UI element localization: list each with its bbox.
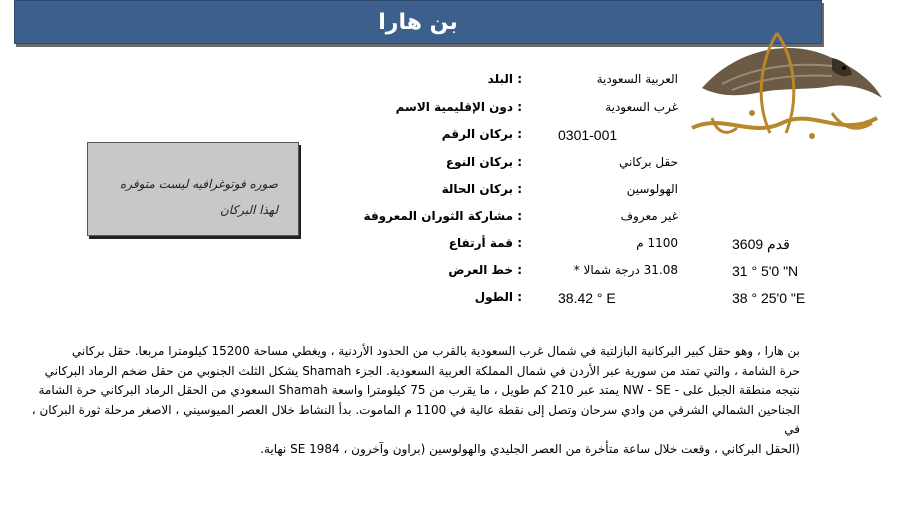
latitude-label: : خط العرض <box>448 263 522 277</box>
falcon-logo-icon <box>682 18 887 153</box>
subregion-label: : دون الإقليمية الاسم <box>395 100 522 114</box>
photo-unavailable-note: صوره فوتوغرافيه ليست متوفره لهذا البركان <box>119 177 278 217</box>
eruptions-label: : مشاركة الثوران المعروفة <box>363 209 522 223</box>
status-label: : بركان الحالة <box>441 182 522 196</box>
eruptions-value: غير معروف <box>620 209 678 223</box>
volcano-description <box>18 342 800 459</box>
country-label: : البلد <box>487 72 522 86</box>
description-line: نتيجه منطقة الجبل على - NW - SE يمتد عبر 210 كم طويل ، ما يقرب من 75 كيلومترا واسعة Shamah السعودي من الحقل الرماد البركاني حرة الشامة <box>38 383 800 397</box>
elevation-label: : قمة أرتفاع <box>448 236 522 250</box>
page-title: بن هارا <box>378 9 458 35</box>
description-line: (الحقل البركاني ، وقعت خلال ساعة متأخرة من العصر الجليدي والهولوسين (براون وآخرون ، SE 1984 نهاية. <box>260 441 800 456</box>
description-line: بن هارا ، وهو حقل كبير البركانية البازلتية في شمال غرب السعودية بالقرب من الحدود الأردنية ، ويغطي مساحة 15200 كيلومترا مربعا. حقل بركاني <box>71 344 800 358</box>
latitude-dms: 31 ° 5'0 "N <box>732 263 799 279</box>
description-line: حرة الشامة ، والتي تمتد من سورية عبر الأردن في شمال المملكة العربية السعودية. الجزء Shamah يشكل الثلث الجنوبي من حقل ضخم الرماد البركاني <box>44 363 800 378</box>
number-value: 0301-001 <box>558 127 618 143</box>
country-value: العربية السعودية <box>596 72 678 86</box>
longitude-dms: 38 ° 25'0 "E <box>732 290 806 306</box>
photo-placeholder <box>87 142 299 236</box>
number-label: : بركان الرقم <box>441 127 522 141</box>
elevation-feet: 3609 قدم <box>732 236 790 252</box>
elevation-value: 1100 م <box>636 236 678 250</box>
subregion-value: غرب السعودية <box>605 100 678 114</box>
longitude-label: : الطول <box>474 290 522 304</box>
type-label: : بركان النوع <box>445 155 522 169</box>
type-value: حقل بركاني <box>618 155 678 169</box>
description-line: الجناحين الشمالي الشرقي من وادي سرحان وتصل إلى نقطة عالية في 1100 م الماموت. بدأ النشاط خلال العصر الميوسيني ، الاصغر مرحلة ثورة البركان ، في <box>31 402 800 436</box>
latitude-value: 31.08 درجة شمالا * <box>573 263 678 277</box>
longitude-value: 38.42 ° E <box>558 290 616 306</box>
status-value: الهولوسين <box>626 182 678 196</box>
